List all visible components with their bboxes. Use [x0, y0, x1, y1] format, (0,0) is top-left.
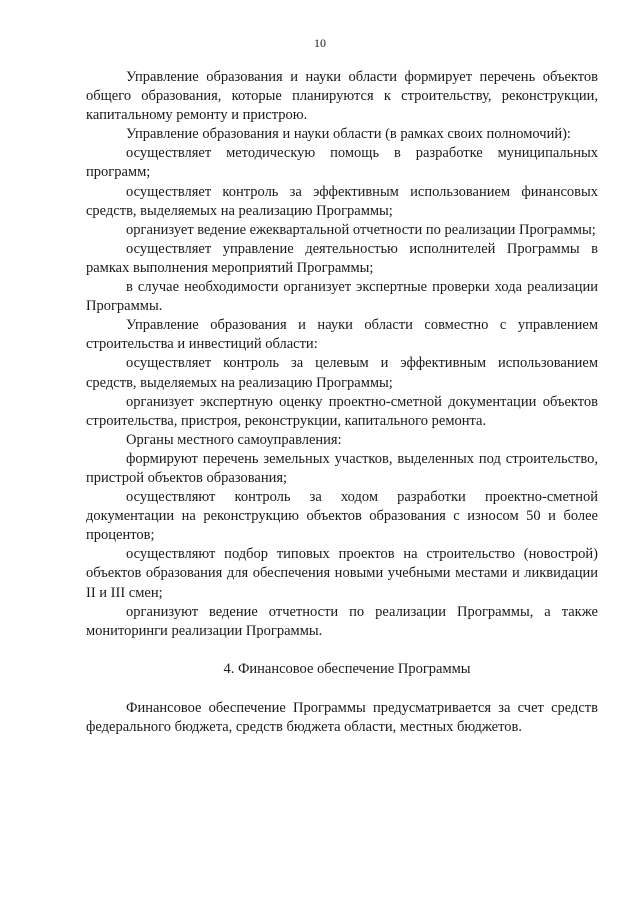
paragraph: осуществляет управление деятельностью исполнителей Программы в рамках выполнения мероприятий Программы;: [86, 240, 598, 276]
paragraph: формируют перечень земельных участков, выделенных под строительство, пристрой объектов образования;: [86, 450, 598, 486]
paragraph: осуществляет методическую помощь в разработке муниципальных программ;: [86, 145, 598, 181]
paragraph: осуществляют подбор типовых проектов на строительство (новострой) объектов образования для обеспечения новыми учебными местами и ликвидации II и III смен;: [86, 546, 598, 601]
paragraph: организует ведение ежеквартальной отчетности по реализации Программы;: [126, 221, 596, 238]
paragraph: Управление образования и науки области совместно с управлением строительства и инвестиций области:: [86, 317, 598, 353]
page-number: 10: [314, 36, 326, 50]
paragraph: осуществляют контроль за ходом разработки проектно-сметной документации на реконструкцию объектов образования с износом 50 и более процентов;: [86, 489, 598, 544]
paragraph: осуществляет контроль за целевым и эффективным использованием средств, выделяемых на реализацию Программы;: [86, 355, 598, 391]
paragraph: Органы местного самоуправления:: [126, 431, 342, 448]
paragraph: организует экспертную оценку проектно-сметной документации объектов строительства, пристроя, реконструкции, капитального ремонта.: [86, 393, 598, 429]
paragraph: осуществляет контроль за эффективным использованием финансовых средств, выделяемых на реализацию Программы;: [86, 183, 598, 219]
paragraph: Управление образования и науки области (в рамках своих полномочий):: [126, 126, 571, 143]
document-body: [86, 68, 598, 737]
paragraph: Управление образования и науки области формирует перечень объектов общего образования, которые планируются к строительству, реконструкции, капитальному ремонту и пристрою.: [86, 69, 598, 124]
paragraph: Финансовое обеспечение Программы предусматривается за счет средств федерального бюджета, средств бюджета области, местных бюджетов.: [86, 699, 598, 735]
paragraph: организуют ведение отчетности по реализации Программы, а также мониторинги реализации Программы.: [86, 603, 598, 639]
section-heading: 4. Финансовое обеспечение Программы: [223, 660, 471, 677]
paragraph: в случае необходимости организует экспертные проверки хода реализации Программы.: [86, 279, 598, 315]
